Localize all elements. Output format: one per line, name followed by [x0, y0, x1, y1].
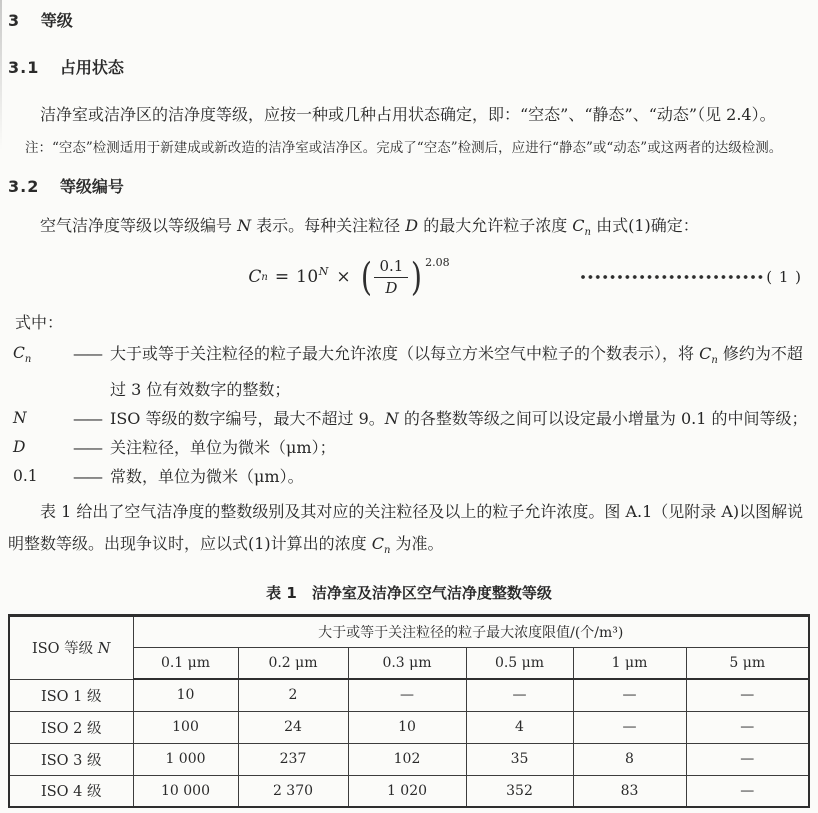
definition-dash: —— — [73, 438, 101, 458]
concentration-cell: 4 — [466, 711, 573, 743]
classification-intro — [8, 211, 810, 248]
text-run: 常数，单位为微米（μm）。 — [110, 467, 304, 487]
text-run: 为准。 — [390, 534, 444, 554]
table-caption-label: 表 1 — [266, 583, 297, 602]
text-run: 表 1 给出了空气洁净度的整数级别及其对应的关注粒径及以上的粒子允许浓度。图 A.1（见附录 A)以图解说明整数等级。出现争议时，应以式(1)计算出的浓度 — [8, 502, 804, 554]
equation-1 — [8, 251, 810, 303]
concentration-cell: 2 370 — [238, 775, 348, 807]
occupancy-paragraph: 洁净室或洁净区的洁净度等级，应按一种或几种占用状态确定，即：“空态”、“静态”、“动态”（见 2.4）。 — [40, 105, 776, 124]
definition-dash: —— — [73, 467, 101, 487]
iso-class-label: ISO 1 级 — [9, 679, 133, 711]
concentration-limit-header: 大于或等于关注粒径的粒子最大浓度限值/(个/m³) — [133, 615, 809, 647]
concentration-cell: — — [686, 743, 809, 775]
concentration-cell: — — [686, 711, 809, 743]
table-caption-title: 洁净室及洁净区空气洁净度整数等级 — [311, 583, 552, 602]
math-variable: D — [13, 438, 26, 457]
concentration-cell: 83 — [573, 775, 686, 807]
section-number: 3 — [8, 11, 21, 30]
close-paren: ) — [411, 255, 423, 300]
definition-item — [13, 404, 810, 433]
math-variable: D — [405, 216, 419, 235]
definition-item — [13, 433, 810, 462]
particle-size-header: 0.5 μm — [466, 647, 573, 679]
equation-base: 10 — [296, 267, 319, 288]
concentration-cell: — — [348, 679, 466, 711]
math-variable: N — [384, 409, 399, 429]
particle-size-header: 5 μm — [686, 647, 809, 679]
definition-text — [110, 433, 810, 462]
concentration-cell: 10 — [133, 679, 238, 711]
note-label: 注： — [25, 140, 52, 156]
definition-text — [110, 404, 810, 433]
equals-sign: = — [274, 267, 290, 288]
note-text: “空态”检测适用于新建成或新改造的洁净室或洁净区。完成了“空态”检测后，应进行“静态”或“动态”或这两者的达级检测。 — [52, 140, 783, 156]
fraction-denominator: D — [385, 279, 398, 298]
fraction-numerator: 0.1 — [374, 257, 408, 278]
text-run: 由式(1)确定： — [591, 216, 699, 235]
definition-item — [13, 339, 810, 404]
text-run: 的各整数等级之间可以设定最小增量为 0.1 的中间等级； — [398, 409, 808, 429]
definition-term — [13, 433, 73, 462]
concentration-cell: — — [466, 679, 573, 711]
concentration-cell: 10 000 — [133, 775, 238, 807]
table-row — [9, 743, 809, 775]
table-row — [9, 679, 809, 711]
iso-class-label: ISO 3 级 — [9, 743, 133, 775]
concentration-cell: 102 — [348, 743, 466, 775]
equation-expression — [248, 255, 449, 299]
definition-dash: —— — [73, 344, 101, 364]
math-variable: C — [572, 216, 585, 235]
math-variable: C — [13, 344, 25, 363]
section-3-heading — [8, 8, 810, 31]
concentration-cell: — — [686, 775, 809, 807]
math-variable: C — [699, 344, 712, 364]
definition-term — [13, 462, 73, 491]
math-variable: n — [711, 355, 718, 367]
table-row — [9, 775, 809, 807]
concentration-cell: 35 — [466, 743, 573, 775]
definition-item — [13, 462, 810, 491]
concentration-cell: 2 — [238, 679, 348, 711]
equation-base-exponent: N — [318, 264, 329, 278]
concentration-cell: 10 — [348, 711, 466, 743]
equation-lhs: C — [248, 267, 262, 288]
open-paren: ( — [360, 255, 372, 300]
concentration-cell: 1 020 — [348, 775, 466, 807]
equation-number: ( 1 ) — [766, 268, 802, 287]
concentration-cell: — — [686, 679, 809, 711]
text-run: 关注粒径，单位为微米（μm）； — [110, 438, 336, 458]
section-title: 等级 — [40, 11, 73, 30]
concentration-cell: 24 — [238, 711, 348, 743]
equation-exponent: 2.08 — [425, 255, 450, 269]
math-variable: N — [97, 641, 111, 658]
math-variable: N — [237, 216, 252, 235]
particle-size-header: 0.2 μm — [238, 647, 348, 679]
table-caption — [8, 582, 810, 603]
particle-size-header: 1 μm — [573, 647, 686, 679]
concentration-cell: 100 — [133, 711, 238, 743]
definition-text — [110, 462, 810, 491]
iso-class-label: ISO 2 级 — [9, 711, 133, 743]
definition-text — [110, 339, 810, 404]
math-variable: n — [384, 545, 391, 557]
definition-term — [13, 339, 73, 404]
scan-edge-artifact — [0, 0, 2, 150]
note-paragraph — [8, 133, 810, 163]
table-header-row-1 — [9, 615, 809, 647]
concentration-cell: 237 — [238, 743, 348, 775]
table-body — [9, 679, 809, 807]
section-number: 3.1 — [8, 58, 40, 77]
math-variable: C — [371, 534, 385, 554]
section-title: 占用状态 — [59, 58, 124, 77]
concentration-cell: 1 000 — [133, 743, 238, 775]
concentration-cell: 8 — [573, 743, 686, 775]
text-run: 修约为不超过 3 位有效数字的整数； — [110, 344, 803, 400]
iso-class-label: ISO 4 级 — [9, 775, 133, 807]
concentration-cell: 352 — [466, 775, 573, 807]
iso-class-table — [8, 614, 810, 809]
text-run: 的最大允许粒子浓度 — [418, 216, 573, 235]
text-run: 0.1 — [13, 467, 38, 486]
section-3-1-heading — [8, 55, 810, 78]
math-variable: n — [24, 354, 32, 366]
math-variable: N — [13, 409, 27, 428]
where-lead: 式中： — [15, 313, 64, 333]
math-variable: n — [584, 227, 591, 239]
text-run: 空气洁净度等级以等级编号 — [40, 216, 238, 235]
concentration-cell: — — [573, 711, 686, 743]
definition-list — [8, 339, 810, 491]
closing-paragraph — [8, 496, 810, 567]
particle-size-header: 0.1 μm — [133, 647, 238, 679]
definition-term — [13, 404, 73, 433]
text-run: ISO 等级的数字编号，最大不超过 9。 — [110, 409, 385, 429]
text-run: ISO 等级 — [32, 641, 98, 658]
text-run: 大于或等于关注粒径的粒子最大允许浓度（以每立方米空气中粒子的个数表示），将 — [110, 344, 700, 364]
table-row — [9, 711, 809, 743]
section-number: 3.2 — [8, 177, 40, 196]
definition-dash: —— — [73, 409, 101, 429]
section-3-2-heading — [8, 174, 810, 197]
dots-leader — [580, 274, 764, 280]
multiplication-sign: × — [336, 267, 351, 288]
equation-tail — [580, 268, 802, 286]
particle-size-header: 0.3 μm — [348, 647, 466, 679]
concentration-cell: — — [573, 679, 686, 711]
text-run: 表示。每种关注粒径 — [251, 216, 406, 235]
section-title: 等级编号 — [59, 177, 124, 196]
fraction — [374, 257, 408, 297]
equation-lhs-subscript: n — [261, 271, 268, 283]
iso-class-column-header — [9, 615, 133, 679]
